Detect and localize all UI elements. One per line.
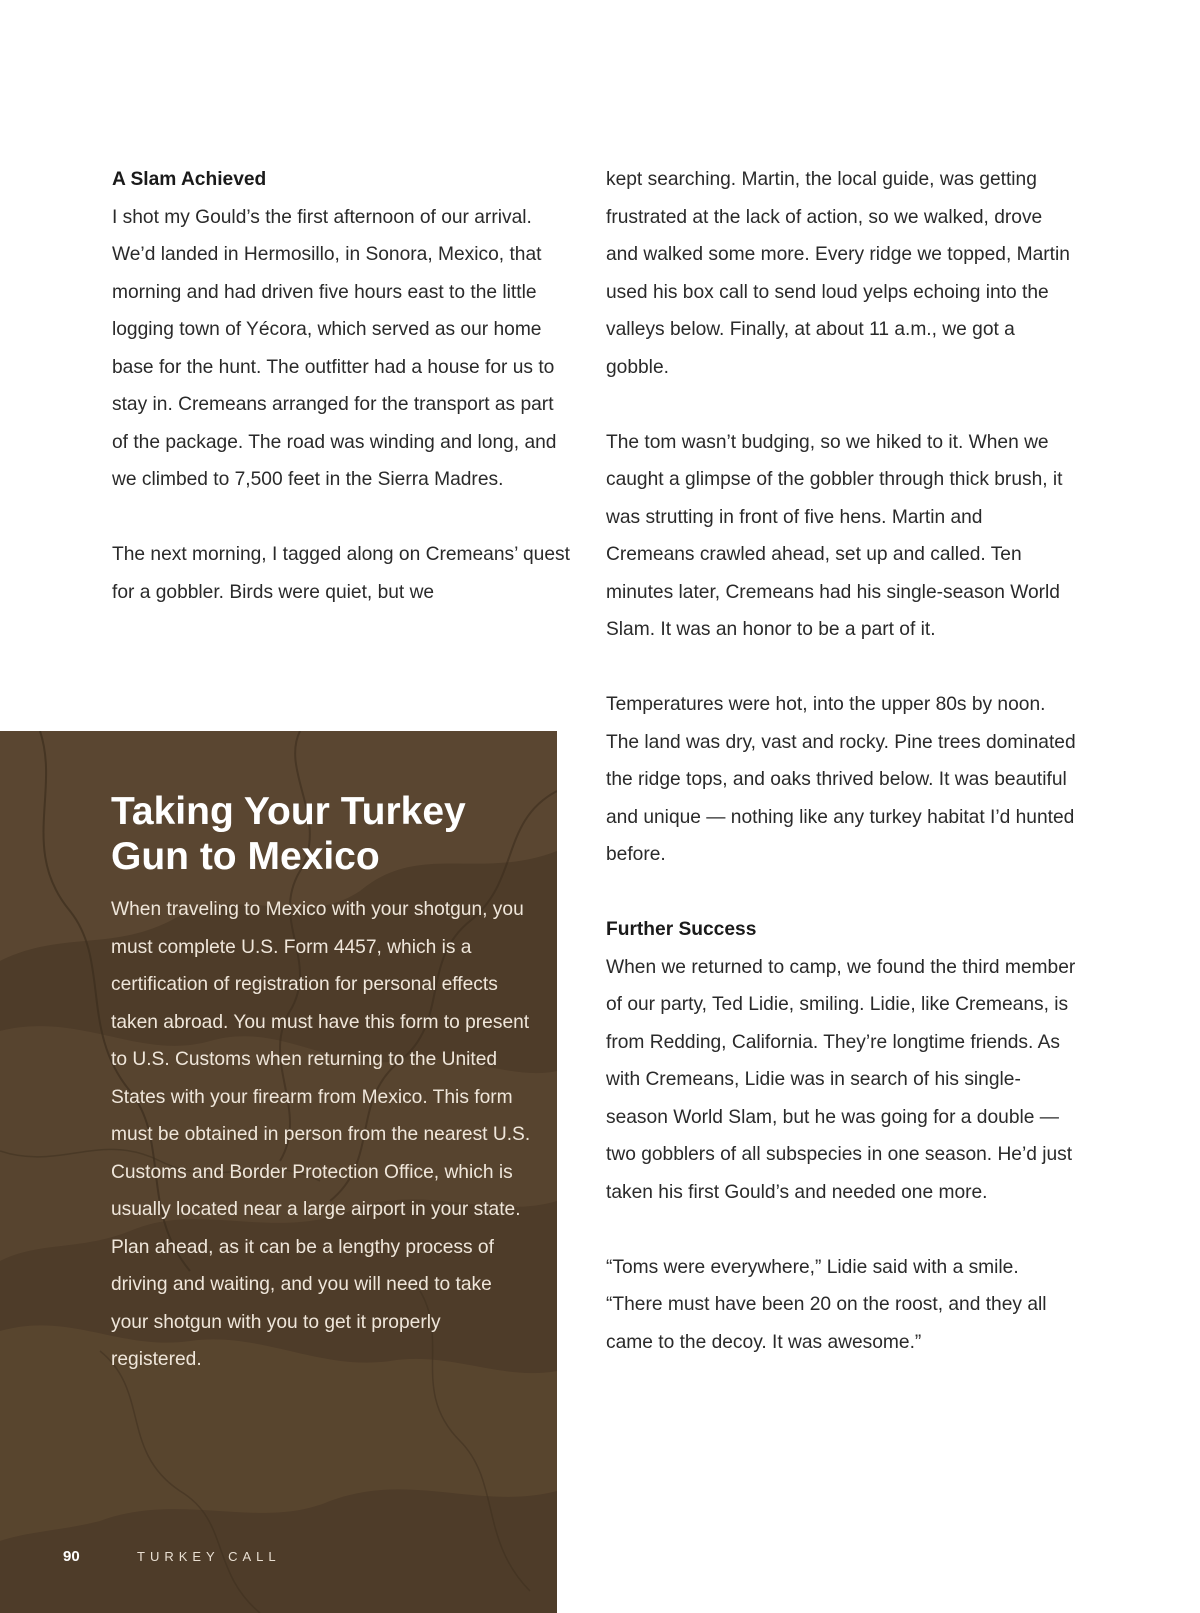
paragraph: The next morning, I tagged along on Cremeans’ quest for a gobbler. Birds were quiet, but we [112, 544, 570, 603]
sidebar-title: Taking Your Turkey Gun to Mexico [111, 790, 466, 878]
sidebar-body: When traveling to Mexico with your shotgun, you must complete U.S. Form 4457, which is a certification of registration for personal effects taken abroad. You must have this form to present to U.S. Customs when returning to the United States with your firearm from Mexico. This form must be obtained in person from the nearest U.S. Customs and Border Protection Office, which is usually located near a large airport in your state. Plan ahead, as it can be a lengthy process of driving and waiting, and you will need to take your shotgun with you to get it properly registered. [111, 899, 531, 1370]
paragraph: When we returned to camp, we found the third member of our party, Ted Lidie, smiling. Lidie, like Cremeans, is from Redding, California. They’re longtime friends. As with Cremeans, Lidie was in search of his single-season World Slam, but he was going for a double — two gobblers of all subspecies in one season. He’d just taken his first Gould’s and needed one more. [606, 956, 1076, 1203]
left-column [112, 161, 572, 611]
paragraph: kept searching. Martin, the local guide, was getting frustrated at the lack of action, so we walked, drove and walked some more. Every ridge we topped, Martin used his box call to send loud yelps echoing into the valleys below. Finally, at about 11 a.m., we got a gobble. [606, 169, 1070, 378]
page-number: 90 [63, 1548, 80, 1565]
magazine-name: TURKEY CALL [137, 1549, 281, 1564]
paragraph: I shot my Gould’s the first afternoon of our arrival. We’d landed in Hermosillo, in Sonora, Mexico, that morning and had driven five hours east to the little logging town of Yécora, which served as our home base for the hunt. The outfitter had a house for us to stay in. Cremeans arranged for the transport as part of the package. The road was winding and long, and we climbed to 7,500 feet in the Sierra Madres. [112, 206, 557, 490]
right-column [606, 161, 1076, 1361]
paragraph: “Toms were everywhere,” Lidie said with a smile. “There must have been 20 on the roost, and they all came to the decoy. It was awesome.” [606, 1256, 1047, 1353]
paragraph: Temperatures were hot, into the upper 80s by noon. The land was dry, vast and rocky. Pine trees dominated the ridge tops, and oaks thrived below. It was beautiful and unique — nothing like any turkey habitat I’d hunted before. [606, 694, 1076, 865]
section-heading-slam-achieved: A Slam Achieved [112, 169, 267, 190]
section-heading-further-success: Further Success [606, 919, 757, 940]
paragraph: The tom wasn’t budging, so we hiked to it. When we caught a glimpse of the gobbler through thick brush, it was strutting in front of five hens. Martin and Cremeans crawled ahead, set up and called. Ten minutes later, Cremeans had his single-season World Slam. It was an honor to be a part of it. [606, 431, 1063, 640]
sidebar-box [0, 731, 557, 1613]
